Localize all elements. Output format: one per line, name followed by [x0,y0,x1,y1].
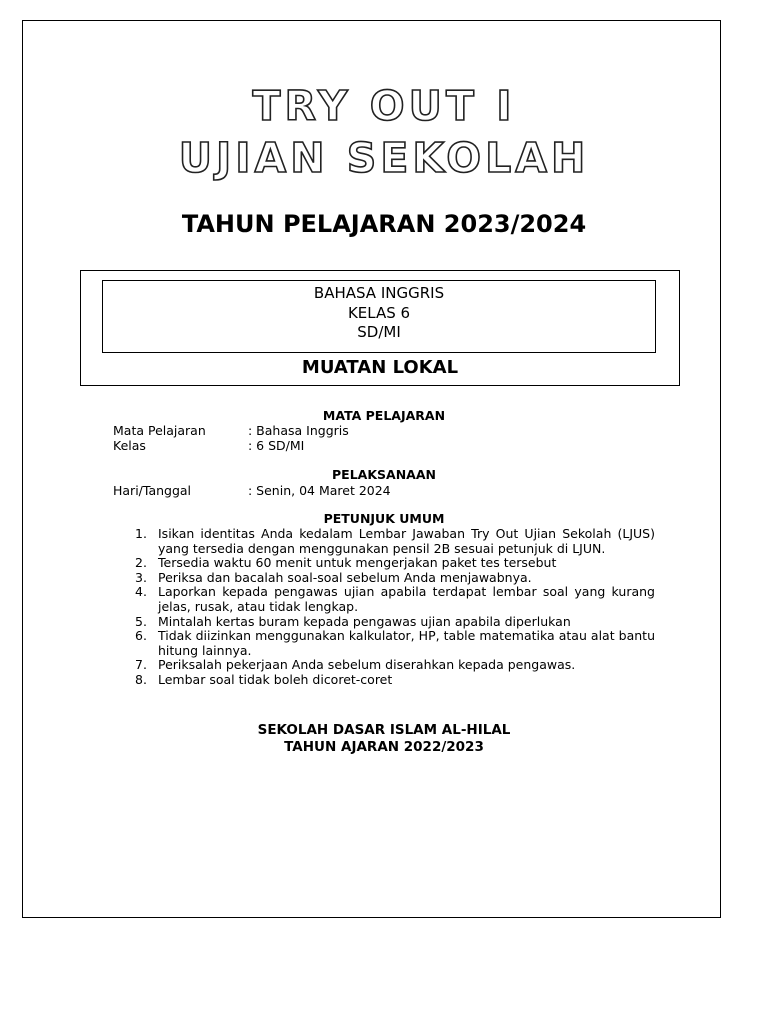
instruction-item: 8. Lembar soal tidak boleh dicoret-coret [135,671,393,687]
date-row [113,483,391,498]
subject-name: BAHASA INGGRIS [313,284,445,302]
instruction-item: 7. Periksalah pekerjaan Anda sebelum diserahkan kepada pengawas. [135,657,576,673]
academic-year-title: TAHUN PELAJARAN 2023/2024 [181,210,587,238]
class-row [113,438,304,453]
pelaksanaan-heading: PELAKSANAAN [332,467,436,482]
instruction-item: 6. Tidak diizinkan menggunakan kalkulator, HP, table matematika atau alat bantu hitung lainnya. [135,628,655,658]
subject-label: Mata Pelajaran [113,423,206,438]
subject-level: SD/MI [357,323,401,341]
school-year: TAHUN AJARAN 2022/2023 [284,739,484,755]
instruction-item: 5. Mintalah kertas buram kepada pengawas ujian apabila diperlukan [135,613,571,629]
subject-outer-box [80,270,680,386]
subject-class: KELAS 6 [347,303,411,322]
title-try-out: TRY OUT I [252,82,516,130]
instruction-item: 2. Tersedia waktu 60 menit untuk mengerjakan paket tes tersebut [135,555,557,571]
subject-inner-box [102,280,656,353]
muatan-lokal-label: MUATAN LOKAL [301,357,459,378]
class-label: Kelas [113,438,146,453]
class-value: : 6 SD/MI [248,438,305,453]
instruction-item: 3. Periksa dan bacalah soal-soal sebelum Anda menjawabnya. [135,569,532,585]
subject-row [113,423,349,438]
subject-value: : Bahasa Inggris [248,423,349,438]
date-label: Hari/Tanggal [113,483,192,498]
title-ujian-sekolah: UJIAN SEKOLAH [178,134,590,182]
date-value: : Senin, 04 Maret 2024 [248,483,391,498]
mata-pelajaran-heading: MATA PELAJARAN [322,408,446,423]
school-name: SEKOLAH DASAR ISLAM AL-HILAL [257,722,511,738]
instruction-list [113,527,655,688]
petunjuk-heading: PETUNJUK UMUM [323,511,445,526]
instruction-item: 4. Laporkan kepada pengawas ujian apabila terdapat lembar soal yang kurang jelas, rusak, atau tidak lengkap. [135,584,655,614]
instruction-item: 1. Isikan identitas Anda kedalam Lembar Jawaban Try Out Ujian Sekolah (LJUS) yang tersedia dengan menggunakan pensil 2B sesuai petunjuk di LJUN. [135,526,655,556]
